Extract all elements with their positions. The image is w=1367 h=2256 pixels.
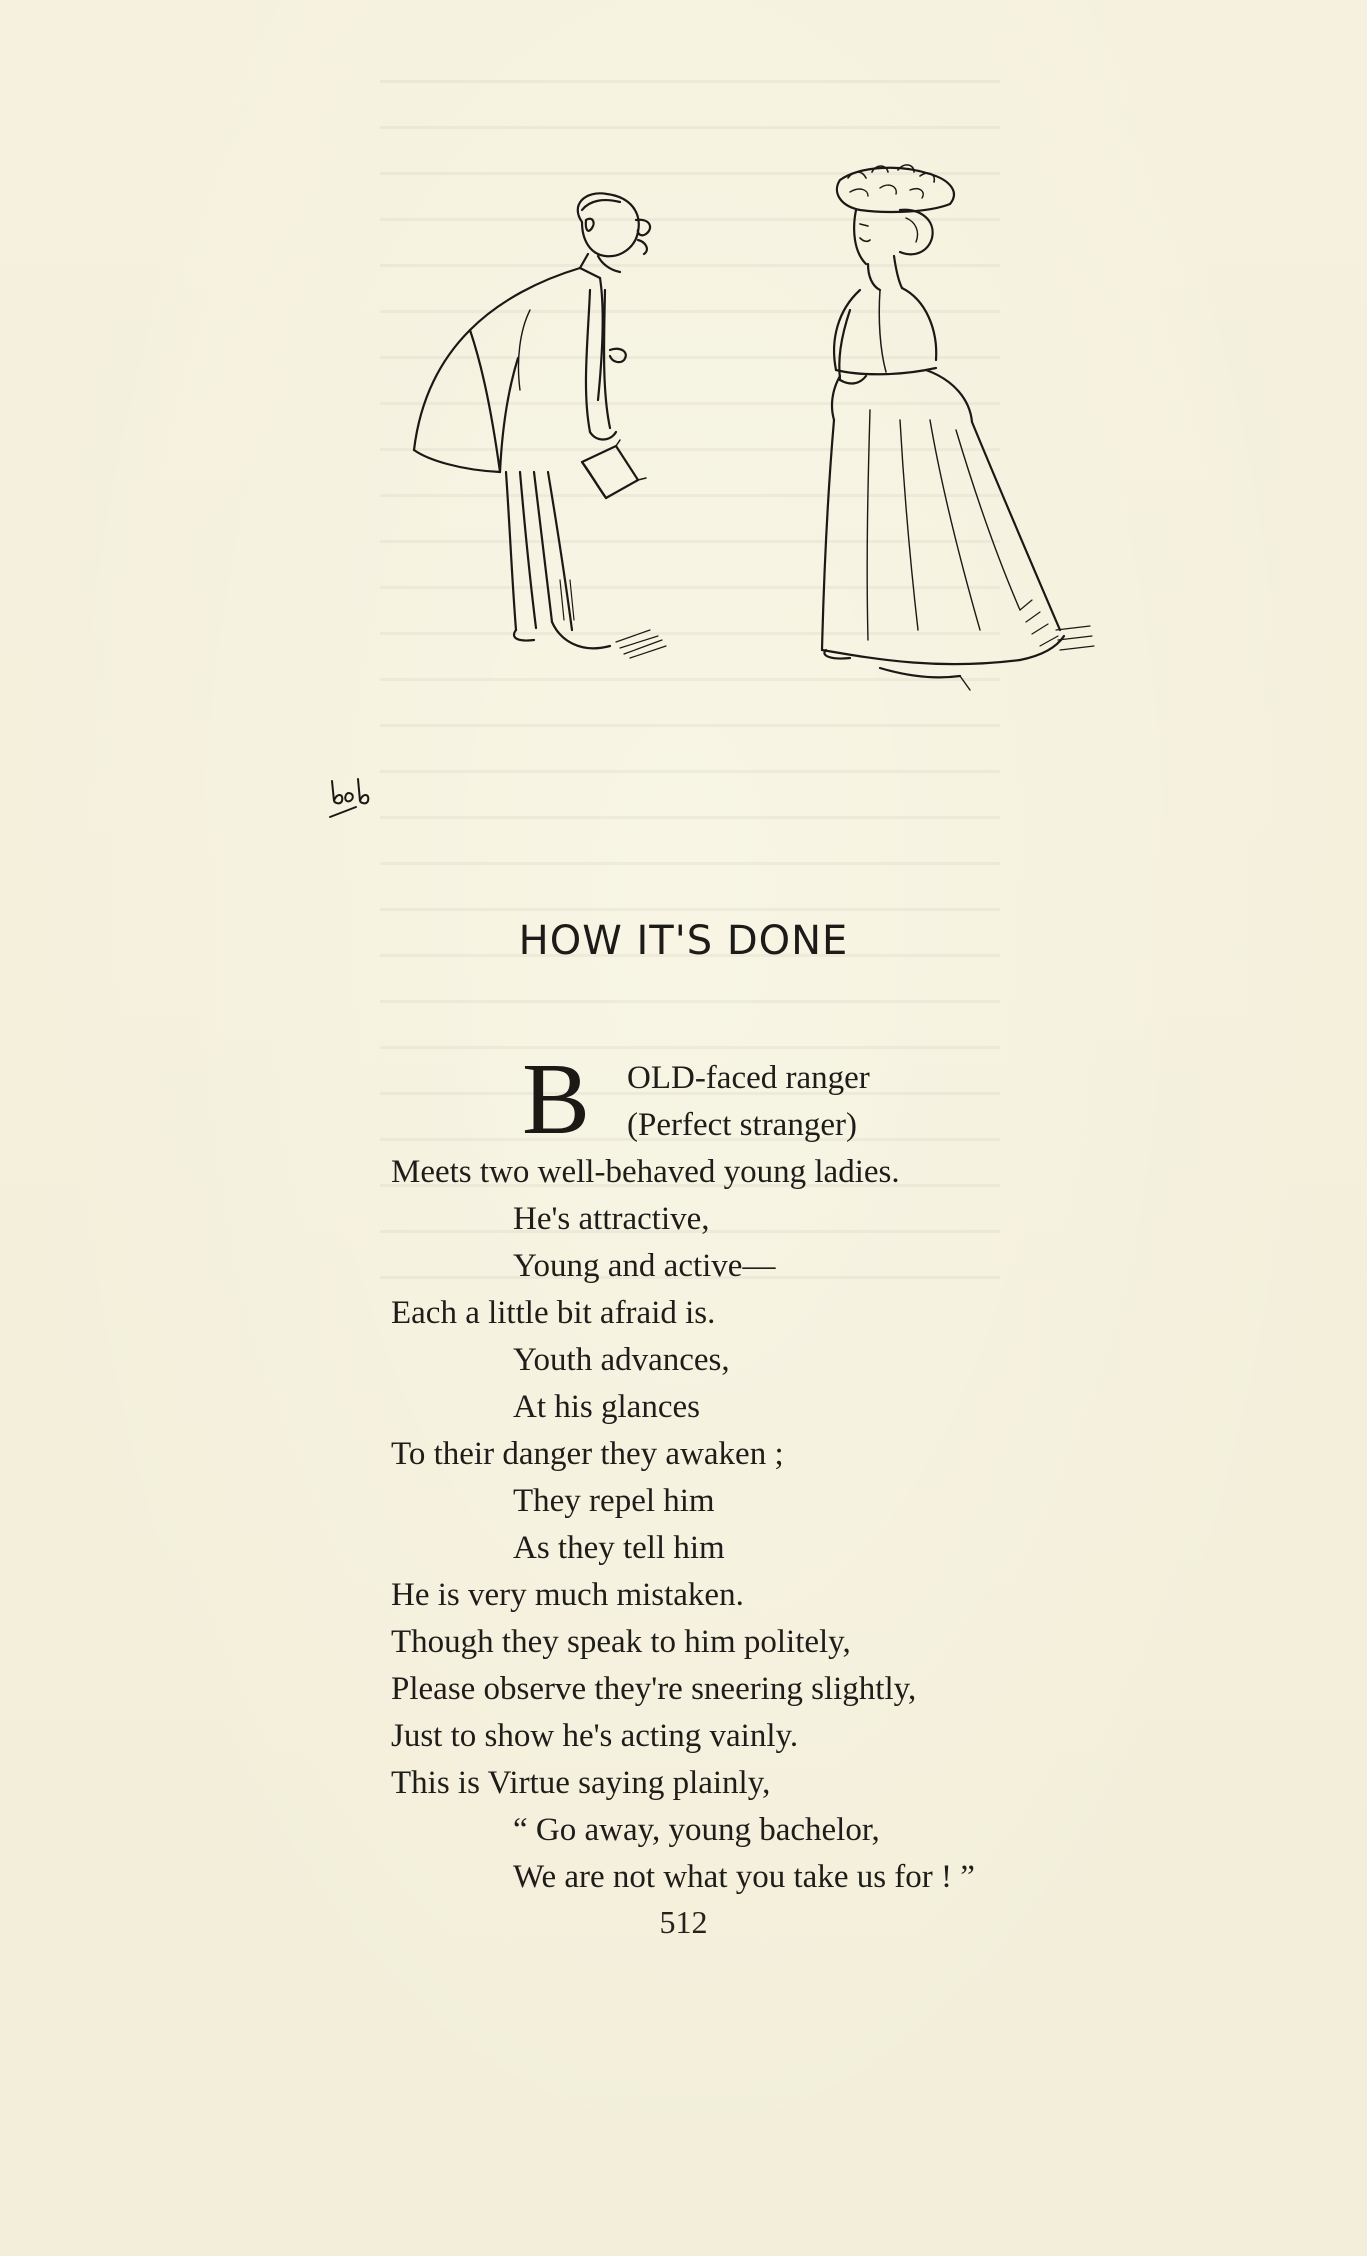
man-bowing-to-lady-icon [320, 160, 1120, 840]
poem-line: Just to show he's acting vainly. [391, 1718, 799, 1754]
artist-signature-icon [326, 773, 376, 823]
drop-cap: B [522, 1043, 591, 1156]
poem-line: Young and active— [513, 1248, 776, 1284]
poem-line: This is Virtue saying plainly, [391, 1765, 771, 1801]
poem-line: OLD-faced ranger [627, 1060, 870, 1096]
poem-line: Each a little bit afraid is. [391, 1295, 716, 1331]
poem-line: To their danger they awaken ; [391, 1436, 784, 1472]
poem-line: “ Go away, young bachelor, [513, 1812, 880, 1848]
poem-line: He's attractive, [513, 1201, 710, 1237]
poem-title: HOW IT'S DONE [518, 918, 849, 964]
poem-line: At his glances [513, 1389, 700, 1425]
poem-line: Youth advances, [513, 1342, 730, 1378]
poem-line: (Perfect stranger) [627, 1107, 857, 1143]
poem-body [391, 1043, 1151, 1901]
illustration-man-and-lady [320, 160, 1120, 840]
poem-line: Though they speak to him politely, [391, 1624, 851, 1660]
poem-line: We are not what you take us for ! ” [513, 1859, 975, 1895]
poem-line: He is very much mistaken. [391, 1577, 744, 1613]
poem-line: They repel him [513, 1483, 715, 1519]
poem-line: As they tell him [513, 1530, 725, 1566]
page-number: 512 [659, 1904, 708, 1940]
poem-line: Meets two well-behaved young ladies. [391, 1154, 900, 1190]
poem-line: Please observe they're sneering slightly, [391, 1671, 917, 1707]
